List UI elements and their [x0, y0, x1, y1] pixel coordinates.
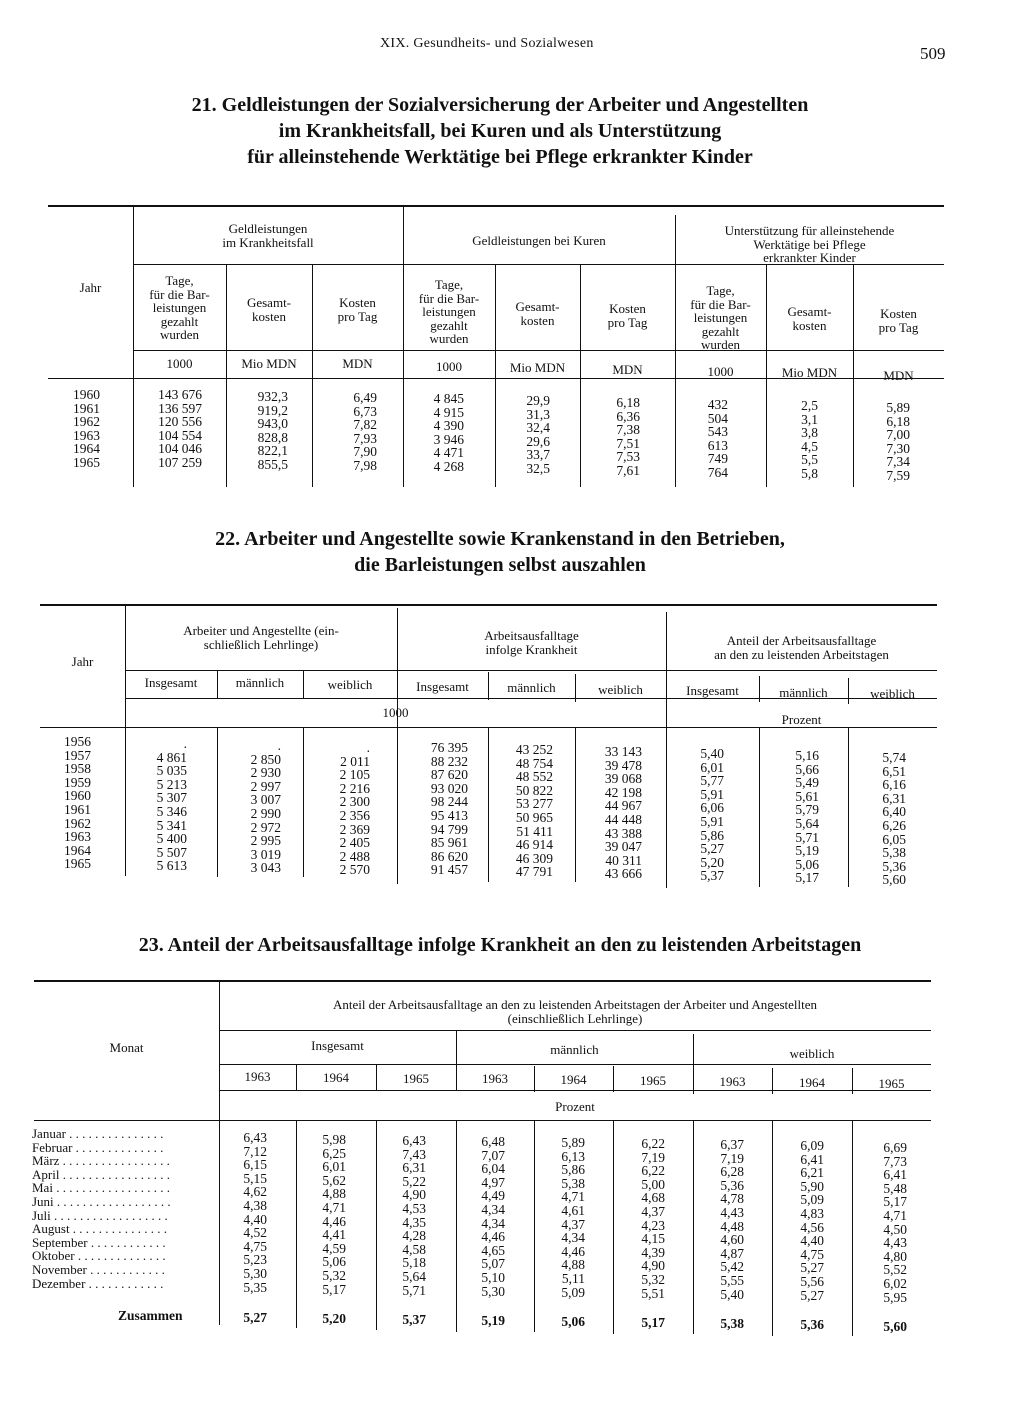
data-column: 5,89 6,18 7,00 7,30 7,34 7,59: [886, 400, 910, 483]
table22-title: [60, 526, 940, 578]
unit-mio-mdn: Mio MDN: [781, 365, 838, 380]
col-header-days: Tage, für die Bar- leistungen gezahlt wurden: [418, 277, 480, 346]
unit-thousand: 1000: [436, 359, 462, 374]
year-header-1965: 1965: [640, 1073, 666, 1088]
unit-mdn: MDN: [612, 362, 643, 377]
data-column: 29,9 31,3 32,4 29,6 33,7 32,5: [526, 393, 550, 476]
year-column: 1960 1961 1962 1963 1964 1965: [73, 387, 100, 470]
data-column: 6,22 7,19 6,22 5,00 4,68 4,37 4,23 4,15 4,39 4,90 5,32 5,51: [641, 1136, 665, 1301]
table21-title-line: 21. Geldleistungen der Sozialversicherung der Arbeiter und Angestellten: [191, 94, 809, 116]
col-header-female: weiblich: [327, 677, 373, 692]
col-header-perday: Kosten pro Tag: [607, 301, 648, 330]
year-header-1963: 1963: [719, 1074, 746, 1089]
table22-title-line: die Barleistungen selbst auszahlen: [354, 554, 646, 576]
total-cell: 5,37: [402, 1312, 426, 1327]
table23-title: 23. Anteil der Arbeitsausfalltage infolge Krankheit an den zu leistenden Arbeitstagen: [138, 934, 862, 956]
total-cell: 5,27: [243, 1310, 267, 1325]
data-column: 6,09 6,41 6,21 5,90 5,09 4,83 4,56 4,40 4,75 5,27 5,56 5,27: [800, 1138, 824, 1303]
unit-mdn: MDN: [883, 368, 914, 383]
year-header-1964: 1964: [560, 1072, 587, 1087]
group-header-support: Unterstützung für alleinstehende Werktätige bei Pflege erkrankter Kinder: [724, 223, 895, 265]
total-cell: 5,60: [883, 1319, 907, 1334]
data-column: 6,37 7,19 6,28 5,36 4,78 4,43 4,48 4,60 4,87 5,42 5,55 5,40: [720, 1137, 744, 1302]
unit-thousand: 1000: [382, 705, 409, 720]
data-column: 5,74 6,51 6,16 6,31 6,40 6,26 6,05 5,38 5,36 5,60: [882, 750, 906, 888]
data-column: . 2 850 2 930 2 997 3 007 2 990 2 972 2 995 3 019 3 043: [250, 738, 281, 876]
year-header: Jahr: [71, 654, 94, 669]
data-column: 932,3 919,2 943,0 828,8 822,1 855,5: [257, 389, 288, 472]
data-column: 143 676 136 597 120 556 104 554 104 046 107 259: [158, 387, 202, 470]
month-column: Januar . . . . . . . . . . . . . . . Februar . . . . . . . . . . . . . . März . . . . . . . . . . . . . . . . . April . . . . . . . . . . . . . . . . . Mai . . . . . . . . . . . . . . . . . . Juni . . . . . . . . . . . . . . . . . . Juli . . . . . . . . . . . . . . . . . . August . . . . . . . . . . . . . . . September . . . . . . . . . . . . Oktober . . . . . . . . . . . . . . November . . . . . . . . . . . . Dezember . . . . . . . . . . . .: [32, 1126, 171, 1291]
col-header-perday: Kosten pro Tag: [878, 306, 919, 335]
month-header: Monat: [109, 1040, 144, 1055]
data-column: 5,98 6,25 6,01 5,62 4,88 4,71 4,46 4,41 4,59 5,06 5,32 5,17: [322, 1132, 346, 1297]
year-header-1963: 1963: [482, 1071, 508, 1086]
year-header-1965: 1965: [403, 1071, 429, 1086]
table22-title-line: 22. Arbeiter und Angestellte sowie Krankenstand in den Betrieben,: [215, 528, 785, 550]
unit-mio-mdn: Mio MDN: [509, 360, 566, 375]
data-column: 33 143 39 478 39 068 42 198 44 967 44 448 43 388 39 047 40 311 43 666: [604, 744, 642, 882]
span-header: Anteil der Arbeitsausfalltage an den zu leistenden Arbeitstagen der Arbeiter und Angestellten (einschließlich Lehrlinge): [332, 997, 818, 1026]
year-header-1963: 1963: [244, 1069, 271, 1084]
col-header-male: männlich: [507, 680, 556, 695]
chapter-header: XIX. Gesundheits- und Sozialwesen: [380, 36, 594, 51]
year-header-1964: 1964: [323, 1070, 349, 1085]
total-cell: 5,06: [561, 1314, 585, 1329]
year-header-1965: 1965: [878, 1076, 905, 1091]
data-column: 432 504 543 613 749 764: [707, 397, 728, 480]
data-column: 6,18 6,36 7,38 7,51 7,53 7,61: [616, 395, 640, 478]
col-header-total: Insgesamt: [144, 675, 198, 690]
col-header-male: männlich: [779, 685, 828, 700]
group-header-workers: Arbeiter und Angestellte (ein- schließlich Lehrlinge): [183, 623, 339, 652]
data-column: 5,89 6,13 5,86 5,38 4,71 4,61 4,37 4,34 4,46 4,88 5,11 5,09: [561, 1135, 585, 1300]
data-column: 2,5 3,1 3,8 4,5 5,5 5,8: [801, 398, 818, 481]
data-column: 6,43 7,12 6,15 5,15 4,62 4,38 4,40 4,52 4,75 5,23 5,30 5,35: [243, 1130, 267, 1295]
data-column: 5,40 6,01 5,77 5,91 6,06 5,91 5,86 5,27 5,20 5,37: [700, 746, 724, 884]
col-header-total: Gesamt- kosten: [515, 299, 560, 328]
unit-thousand: 1000: [707, 364, 734, 379]
group-header-male: männlich: [550, 1042, 599, 1057]
col-header-female: weiblich: [598, 682, 643, 697]
total-cell: 5,38: [720, 1316, 744, 1331]
col-header-total: Insgesamt: [416, 679, 469, 694]
data-column: 6,48 7,07 6,04 4,97 4,49 4,34 4,34 4,46 4,65 5,07 5,10 5,30: [481, 1134, 505, 1299]
data-column: 43 252 48 754 48 552 50 822 53 277 50 965 51 411 46 914 46 309 47 791: [515, 742, 553, 880]
group-header-cures: Geldleistungen bei Kuren: [472, 233, 606, 248]
year-column: 1956 1957 1958 1959 1960 1961 1962 1963 1964 1965: [64, 734, 91, 872]
group-header-female: weiblich: [789, 1046, 835, 1061]
col-header-total: Gesamt- kosten: [246, 295, 292, 324]
total-row-label: Zusammen: [118, 1308, 183, 1323]
unit-percent: Prozent: [781, 712, 822, 727]
unit-percent: Prozent: [555, 1099, 595, 1114]
group-header-sickness: Geldleistungen im Krankheitsfall: [222, 221, 314, 250]
data-column: 6,49 6,73 7,82 7,93 7,90 7,98: [353, 390, 377, 473]
data-column: 5,16 5,66 5,49 5,61 5,79 5,64 5,71 5,19 5,06 5,17: [795, 748, 819, 886]
unit-thousand: 1000: [166, 356, 193, 371]
data-column: 4 845 4 915 4 390 3 946 4 471 4 268: [433, 391, 464, 474]
table21-title-line: im Krankheitsfall, bei Kuren und als Unterstützung: [278, 120, 722, 142]
col-header-male: männlich: [235, 675, 285, 690]
group-header-share: Anteil der Arbeitsausfalltage an den zu leistenden Arbeitstagen: [714, 633, 889, 662]
col-header-days: Tage, für die Bar- leistungen gezahlt wurden: [690, 283, 751, 352]
page-number: 509: [920, 44, 946, 63]
col-header-days: Tage, für die Bar- leistungen gezahlt wurden: [149, 273, 210, 342]
total-cell: 5,20: [322, 1311, 346, 1326]
data-column: 6,43 7,43 6,31 5,22 4,90 4,53 4,35 4,28 4,58 5,18 5,64 5,71: [402, 1133, 426, 1298]
col-header-total: Gesamt- kosten: [787, 304, 832, 333]
data-column: 6,69 7,73 6,41 5,48 5,17 4,71 4,50 4,43 4,80 5,52 6,02 5,95: [883, 1140, 907, 1305]
data-column: 76 395 88 232 87 620 93 020 98 244 95 413 94 799 85 961 86 620 91 457: [430, 740, 468, 878]
year-header-1964: 1964: [799, 1075, 825, 1090]
group-header-total: Insgesamt: [311, 1038, 364, 1053]
unit-mio-mdn: Mio MDN: [241, 356, 297, 371]
table21-title-line: für alleinstehende Werktätige bei Pflege erkrankter Kinder: [247, 146, 753, 168]
total-cell: 5,36: [800, 1317, 824, 1332]
table21-title: [60, 92, 940, 170]
total-cell: 5,17: [641, 1315, 665, 1330]
unit-mdn: MDN: [342, 356, 373, 371]
col-header-total: Insgesamt: [686, 683, 739, 698]
col-header-female: weiblich: [870, 686, 915, 701]
total-cell: 5,19: [481, 1313, 505, 1328]
year-header: Jahr: [79, 280, 102, 295]
col-header-perday: Kosten pro Tag: [337, 295, 378, 324]
group-header-lost-days: Arbeitsausfalltage infolge Krankheit: [484, 628, 579, 657]
data-column: . 4 861 5 035 5 213 5 307 5 346 5 341 5 400 5 507 5 613: [156, 736, 187, 874]
data-column: . 2 011 2 105 2 216 2 300 2 356 2 369 2 405 2 488 2 570: [339, 740, 370, 878]
